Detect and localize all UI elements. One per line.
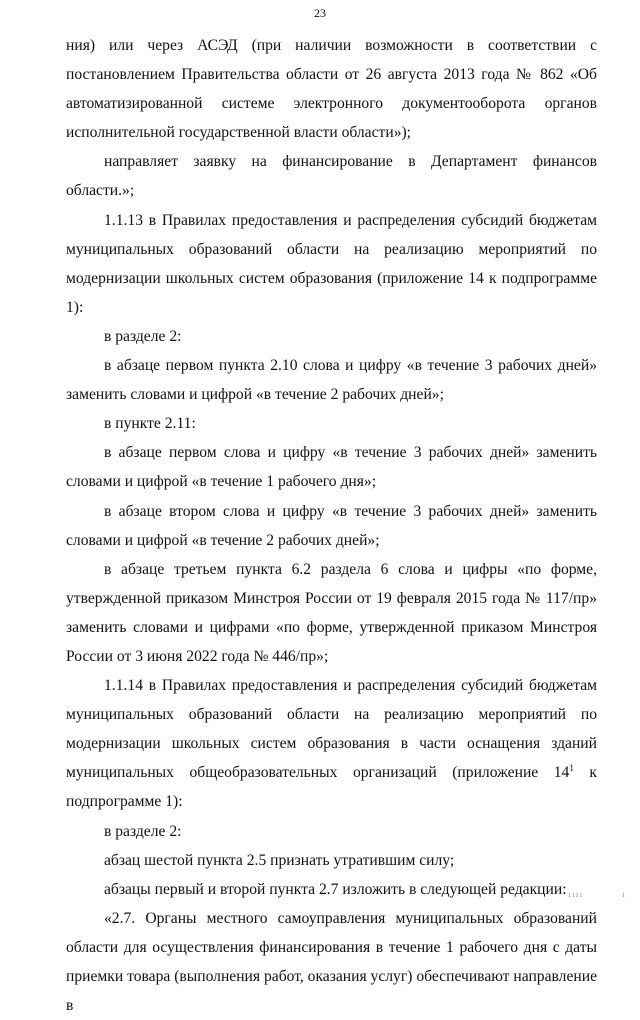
footer-dot: 1 (622, 893, 625, 899)
paragraph: 1.1.13 в Правилах предоставления и распределения субсидий бюджетам муниципальных образований области на реализацию мероприятий по модернизации школьных систем образования (приложение 14 к подпрограмме 1): (66, 211, 597, 316)
paragraph: «2.7. Органы местного самоуправления муниципальных образований области для осуществления финансирования в течение 1 рабочего дня с даты приемки товара (выполнения работ, оказания услуг) обеспечивают направление в (66, 909, 597, 1015)
paragraph: в разделе 2: (104, 822, 182, 840)
paragraph: абзац шестой пункта 2.5 признать утратившим силу; (104, 851, 455, 869)
paragraph: абзацы первый и второй пункта 2.7 изложить в следующей редакции: (104, 880, 567, 898)
paragraph: направляет заявку на финансирование в Департамент финансов области.»; (66, 153, 597, 200)
paragraph (66, 671, 597, 816)
paragraph: ния) или через АСЭД (при наличии возможности в соответствии с постановлением Правительства области от 26 августа 2013 года № 862 «Об автоматизированной системе электронного документооборота органов исполнительной государственной власти области»); (66, 37, 597, 142)
paragraph: в абзаце третьем пункта 6.2 раздела 6 слова и цифры «по форме, утвержденной приказом Минстроя России от 19 февраля 2015 года № 117/пр» заменить словами и цифрами «по форме, утвержденной приказом Минстроя России от 3 июня 2022 года № 446/пр»; (66, 560, 597, 665)
document-body (66, 31, 597, 1020)
paragraph: в абзаце втором слова и цифру «в течение 3 рабочих дней» заменить словами и цифрой «в течение 2 рабочих дней»; (66, 502, 597, 549)
paragraph-text: 1.1.14 в Правилах предоставления и распределения субсидий бюджетам муниципальных образований области на реализацию мероприятий по модернизации школьных систем образования в части оснащения зданий муниципальных общеобразовательных организаций (приложение 14 (66, 677, 597, 782)
page-number: 23 (314, 6, 326, 20)
paragraph: в разделе 2: (104, 327, 182, 345)
superscript: 1 (569, 763, 574, 774)
paragraph: в абзаце первом слова и цифру «в течение 3 рабочих дней» заменить словами и цифрой «в течение 1 рабочего дня»; (66, 444, 597, 491)
paragraph-text: к подпрограмме 1): (66, 764, 597, 811)
footer-mark: 1111 (568, 893, 584, 899)
paragraph: в пункте 2.11: (104, 415, 196, 433)
paragraph: в абзаце первом пункта 2.10 слова и цифру «в течение 3 рабочих дней» заменить словами и цифрой «в течение 2 рабочих дней»; (66, 357, 597, 404)
